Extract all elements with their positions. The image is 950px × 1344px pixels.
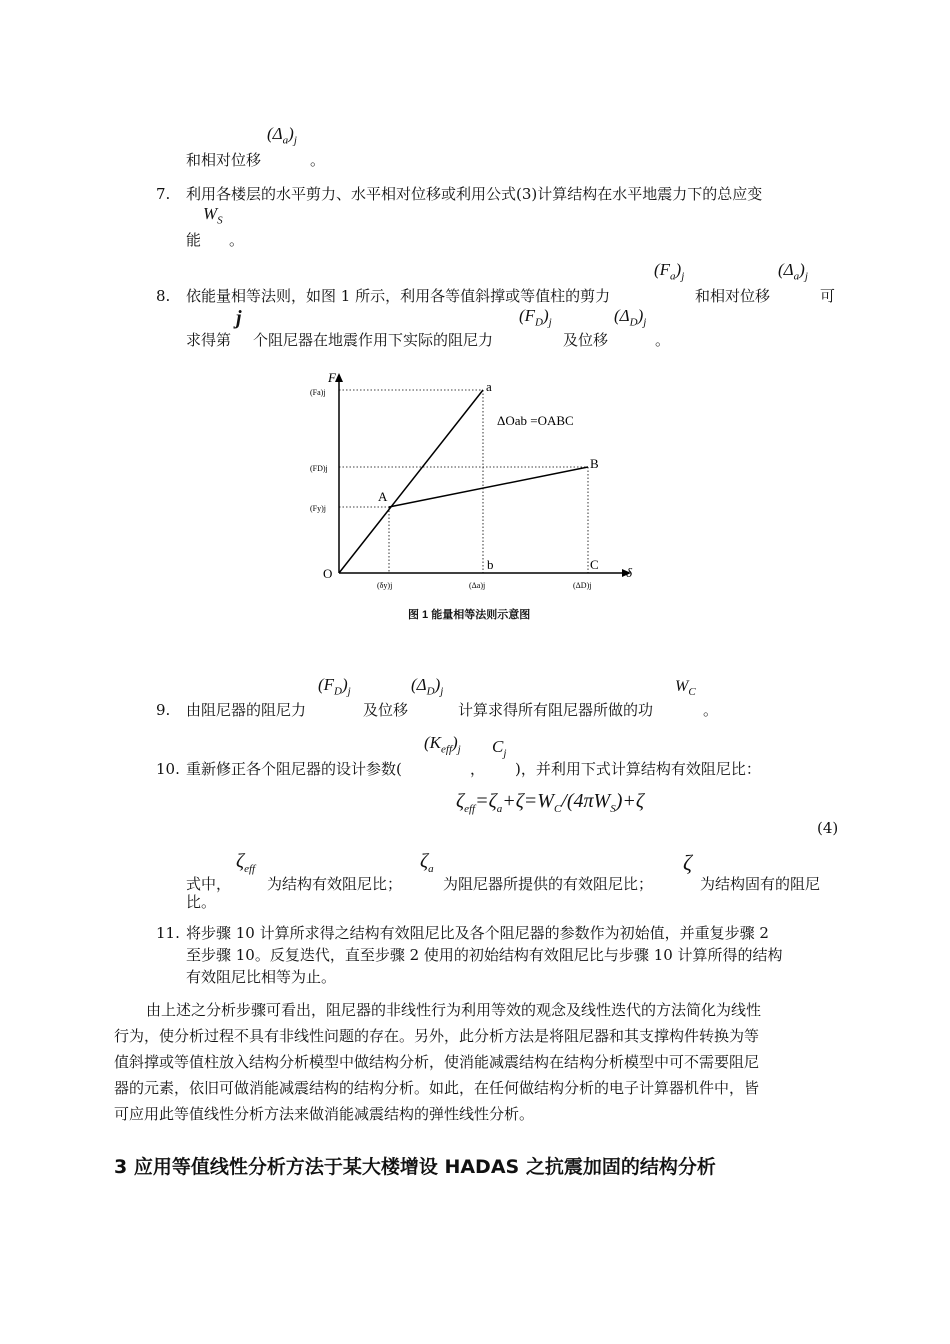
step9-c: 计算求得所有阻尼器所做的功 xyxy=(458,701,654,719)
label-a: a xyxy=(486,379,492,394)
section-heading: 3 应用等值线性分析方法于某大楼增设 HADAS 之抗震加固的结构分析 xyxy=(114,1156,716,1178)
note-a: 为结构有效阻尼比； xyxy=(267,875,403,893)
step8-line1c: 可 xyxy=(820,287,836,305)
label-A: A xyxy=(378,489,388,504)
figure-caption: 图 1 能量相等法则示意图 xyxy=(408,609,531,621)
xtick-dy: (δy)j xyxy=(377,581,393,590)
line-AB xyxy=(389,467,588,507)
step11-line3: 有效阻尼比相等为止。 xyxy=(186,968,337,986)
math-delta-a-j: $(\Delta_a)_j$ xyxy=(267,124,297,147)
step8-line1b: 和相对位移 xyxy=(695,287,771,305)
paragraph-line-3: 值斜撑或等值柱放入结构分析模型中做结构分析，使消能减震结构在结构分析模型中可不需要阻尼 xyxy=(114,1053,760,1071)
annotation-area: ΔOab =OABC xyxy=(497,413,574,428)
step10-b: )，并利用下式计算结构有效阻尼比： xyxy=(515,760,761,778)
step9-end: 。 xyxy=(703,701,719,719)
ytick-FD: (FD)j xyxy=(310,464,328,473)
ytick-Fa: (Fa)j xyxy=(310,388,326,397)
step8-number: 8. xyxy=(156,287,171,305)
math-zeta-a: $\zeta_a$ xyxy=(420,850,434,875)
math-delta-d-j: $(\Delta_D)_j$ xyxy=(614,306,647,329)
math-delta-a-j-2: $(\Delta_a)_j$ xyxy=(778,260,808,283)
math-j: j xyxy=(236,307,242,329)
step11-number: 11. xyxy=(156,924,180,942)
equation-4: $\zeta_{eff}=\zeta_a+\zeta=W_C/(4\pi W_S)+\zeta$ xyxy=(456,790,644,815)
step6-tail-end: 。 xyxy=(310,151,326,169)
label-B: B xyxy=(590,456,599,471)
step8-end: 。 xyxy=(655,331,671,349)
equation-number: (4) xyxy=(817,819,839,837)
step6-tail-text: 和相对位移 xyxy=(186,151,262,169)
step9-b: 及位移 xyxy=(363,701,409,719)
step9-number: 9. xyxy=(156,701,171,719)
note-prefix: 式中， xyxy=(186,875,232,893)
xtick-DD: (ΔD)j xyxy=(573,581,592,590)
step8-line2a: 求得第 xyxy=(186,331,232,349)
step7-line1: 利用各楼层的水平剪力、水平相对位移或利用公式(3)计算结构在水平地震力下的总应变 xyxy=(186,185,763,203)
step7-number: 7. xyxy=(156,185,171,203)
step8-line2c: 及位移 xyxy=(563,331,609,349)
math-delta-d-j-2: $(\Delta_D)_j$ xyxy=(411,675,444,698)
step10-a: 重新修正各个阻尼器的设计参数( xyxy=(186,760,402,778)
line-Oa xyxy=(339,390,483,573)
step7-line2: 能 xyxy=(186,231,202,249)
note-c: 为结构固有的阻尼 xyxy=(700,875,821,893)
math-cj: $C_j$ xyxy=(492,737,507,760)
math-wc: $W_C$ xyxy=(675,678,696,699)
step10-number: 10. xyxy=(156,760,180,778)
paragraph-line-2: 行为，使分析过程不具有非线性问题的存在。另外，此分析方法是将阻尼器和其支撑构件转换为等 xyxy=(114,1027,760,1045)
label-O: O xyxy=(323,566,333,581)
math-zeta-eff: $\zeta_{eff}$ xyxy=(236,850,256,875)
step11-line1: 将步骤 10 计算所求得之结构有效阻尼比及各个阻尼器的参数作为初始值，并重复步骤 2 xyxy=(186,924,769,942)
xtick-Da: (Δa)j xyxy=(469,581,486,590)
math-keff-j: $(K_{eff})_j$ xyxy=(424,733,461,756)
ytick-Fy: (Fy)j xyxy=(310,504,326,513)
label-F: F xyxy=(328,370,336,385)
paragraph-line-4: 器的元素，依旧可做消能减震结构的结构分析。如此，在任何做结构分析的电子计算器机件中，皆 xyxy=(114,1079,760,1097)
math-fd-j: $(F_D)_j$ xyxy=(519,306,552,329)
y-axis-arrow xyxy=(335,373,343,382)
step7-end: 。 xyxy=(229,231,245,249)
step10-comma: ， xyxy=(470,760,486,778)
step8-line2b: 个阻尼器在地震作用下实际的阻尼力 xyxy=(253,331,494,349)
energy-equality-figure xyxy=(300,365,645,600)
step11-line2: 至步骤 10。反复迭代，直至步骤 2 使用的初始结构有效阻尼比与步骤 10 计算所得的结构 xyxy=(186,946,783,964)
math-zeta: ζ xyxy=(683,850,692,875)
step8-line1a: 依能量相等法则，如图 1 所示，利用各等值斜撑或等值柱的剪力 xyxy=(186,287,611,305)
math-ws: $W_S$ xyxy=(203,204,223,227)
label-b: b xyxy=(487,557,494,572)
note-b: 为阻尼器所提供的有效阻尼比； xyxy=(443,875,654,893)
math-fd-j-2: $(F_D)_j$ xyxy=(318,675,351,698)
paragraph-line-5: 可应用此等值线性分析方法来做消能减震结构的弹性线性分析。 xyxy=(114,1105,535,1123)
label-C: C xyxy=(590,557,599,572)
paragraph-line-1: 由上述之分析步骤可看出，阻尼器的非线性行为利用等效的观念及线性迭代的方法简化为线性 xyxy=(146,1001,762,1019)
label-delta: δ xyxy=(626,565,633,580)
math-fa-j: $(F_a)_j$ xyxy=(654,260,685,283)
step9-a: 由阻尼器的阻尼力 xyxy=(186,701,307,719)
note-d: 比。 xyxy=(186,893,217,911)
